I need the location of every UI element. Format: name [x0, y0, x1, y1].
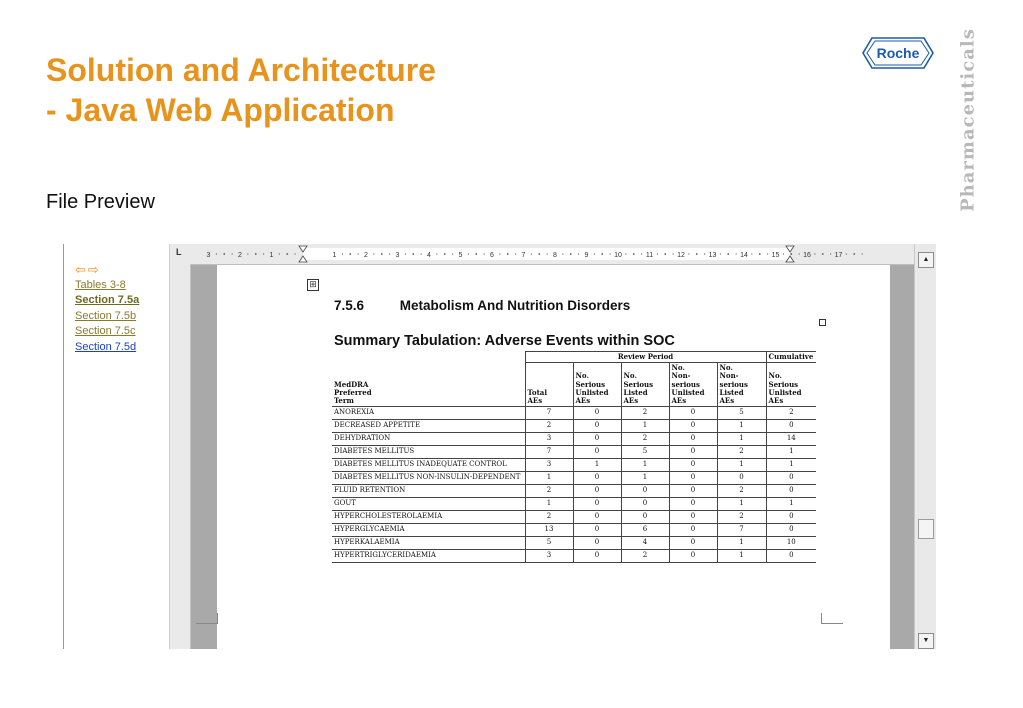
count-cell: 1 — [621, 459, 669, 472]
count-cell: 0 — [669, 420, 717, 433]
ruler-label: 1 — [332, 252, 337, 259]
preferred-term-cell: FLUID RETENTION — [332, 485, 525, 498]
ruler-label: 4 — [427, 252, 431, 259]
count-cell: 5 — [717, 407, 766, 420]
column-header-line: AEs — [575, 396, 591, 406]
count-cell: 0 — [621, 498, 669, 511]
column-header — [525, 363, 573, 407]
count-cell: 2 — [525, 420, 573, 433]
count-cell: 0 — [621, 485, 669, 498]
table-row — [332, 498, 816, 511]
ruler-tick — [846, 253, 847, 254]
count-cell: 1 — [525, 498, 573, 511]
count-cell: 1 — [621, 420, 669, 433]
ruler-tick — [468, 253, 469, 254]
ruler-tick — [720, 253, 721, 254]
count-cell: 1 — [717, 433, 766, 446]
ruler-tick — [499, 253, 500, 254]
count-cell: 2 — [525, 511, 573, 524]
column-header — [621, 363, 669, 407]
count-cell: 0 — [573, 485, 621, 498]
ruler-tick — [475, 253, 477, 255]
count-cell: 0 — [766, 524, 816, 537]
count-cell: 2 — [621, 550, 669, 563]
ruler-tick — [594, 253, 595, 254]
count-cell: 1 — [525, 472, 573, 485]
scroll-down-button[interactable]: ▼ — [918, 633, 934, 649]
count-cell: 0 — [573, 446, 621, 459]
column-header-line: Unlisted — [768, 387, 802, 397]
count-cell: 0 — [669, 407, 717, 420]
ruler-tick — [421, 253, 422, 254]
count-cell: 0 — [573, 537, 621, 550]
ruler-tick — [799, 253, 800, 254]
ruler-tick — [822, 253, 824, 255]
column-header-line: serious — [719, 379, 748, 389]
nav-link-section-7-5d[interactable]: Section 7.5d — [75, 341, 137, 353]
count-cell: 0 — [669, 472, 717, 485]
section-title: Metabolism And Nutrition Disorders — [399, 298, 631, 313]
ruler-label: 11 — [645, 252, 654, 259]
table-row — [332, 446, 816, 459]
count-cell: 0 — [766, 420, 816, 433]
slide-title-line-1: Solution and Architecture — [46, 52, 436, 88]
table-row — [332, 459, 816, 472]
count-cell: 0 — [573, 472, 621, 485]
count-cell: 2 — [525, 485, 573, 498]
ruler-tick — [255, 253, 257, 255]
ruler-label: 2 — [364, 252, 368, 259]
count-cell: 1 — [766, 446, 816, 459]
column-header-line: MedDRA — [334, 379, 369, 389]
ruler-label: 2 — [238, 252, 242, 259]
column-header-line: Non- — [671, 371, 691, 381]
count-cell: 1 — [573, 459, 621, 472]
slide-title-line-2: - Java Web Application — [46, 92, 395, 128]
ruler-tick — [862, 253, 863, 254]
table-row — [332, 433, 816, 446]
count-cell: 6 — [621, 524, 669, 537]
count-cell: 1 — [717, 537, 766, 550]
count-cell: 1 — [717, 459, 766, 472]
preferred-term-cell: DECREASED APPETITE — [332, 420, 525, 433]
ruler-tick — [286, 253, 288, 255]
table-body — [332, 407, 816, 563]
ruler-tick — [247, 253, 248, 254]
count-cell: 0 — [669, 459, 717, 472]
ruler-tick — [223, 253, 225, 255]
count-cell: 1 — [717, 498, 766, 511]
count-cell: 2 — [766, 407, 816, 420]
column-header — [766, 363, 816, 407]
column-header-line: AEs — [768, 396, 784, 406]
scroll-up-button[interactable]: ▲ — [918, 252, 934, 268]
count-cell: 3 — [525, 550, 573, 563]
count-cell: 0 — [573, 524, 621, 537]
section-number: 7.5.6 — [334, 298, 365, 313]
count-cell: 0 — [573, 550, 621, 563]
ruler-tick — [657, 253, 658, 254]
count-cell: 0 — [766, 472, 816, 485]
ruler-tick — [389, 253, 390, 254]
preferred-term-cell: DIABETES MELLITUS NON-INSULIN-DEPENDENT — [332, 472, 525, 485]
column-header-line: Serious — [575, 379, 606, 389]
ruler-tick — [736, 253, 737, 254]
ruler-tick — [783, 253, 784, 254]
ruler-tick — [452, 253, 453, 254]
ruler-tick — [358, 253, 359, 254]
ruler-tick — [507, 253, 509, 255]
table-row — [332, 407, 816, 420]
count-cell: 7 — [525, 446, 573, 459]
ruler-tick — [673, 253, 674, 254]
cumulative-header: Cumulative — [766, 352, 816, 363]
ruler-page-area — [303, 248, 790, 260]
ruler-tick — [412, 253, 414, 255]
ruler-tick — [696, 253, 698, 255]
preferred-term-cell: ANOREXIA — [332, 407, 525, 420]
table-row — [332, 524, 816, 537]
ruler-tick — [515, 253, 516, 254]
horizontal-ruler[interactable] — [190, 244, 914, 265]
nav-link-section-7-5c[interactable]: Section 7.5c — [75, 325, 136, 337]
count-cell: 3 — [525, 433, 573, 446]
ruler-label: 14 — [740, 252, 748, 259]
table-row — [332, 537, 816, 550]
ruler-label: 3 — [395, 252, 400, 259]
nav-link-tables-3-8[interactable]: Tables 3-8 — [75, 279, 126, 291]
ruler-tick — [381, 253, 383, 255]
ruler-tick — [349, 253, 351, 255]
count-cell: 0 — [717, 472, 766, 485]
ruler-tick — [484, 253, 485, 254]
count-cell: 1 — [621, 472, 669, 485]
ruler-tick — [688, 253, 689, 254]
preferred-term-cell: HYPERCHOLESTEROLAEMIA — [332, 511, 525, 524]
count-cell: 0 — [573, 420, 621, 433]
preferred-term-cell: DIABETES MELLITUS INADEQUATE CONTROL — [332, 459, 525, 472]
nav-link-section-7-5b[interactable]: Section 7.5b — [75, 310, 137, 322]
count-cell: 0 — [621, 511, 669, 524]
section-heading — [334, 298, 630, 313]
document-page — [217, 265, 890, 649]
column-header-line: No. — [575, 371, 589, 381]
count-cell: 0 — [669, 550, 717, 563]
count-cell: 0 — [766, 511, 816, 524]
count-cell: 5 — [525, 537, 573, 550]
ruler-tick — [279, 253, 280, 254]
column-header — [573, 363, 621, 407]
ruler-label: 15 — [771, 252, 780, 259]
column-header-line: AEs — [527, 396, 543, 406]
column-header-row — [332, 363, 816, 407]
preferred-term-cell: DIABETES MELLITUS — [332, 446, 525, 459]
paragraph-mark-icon — [819, 319, 826, 326]
column-header-line: Unlisted — [575, 387, 609, 397]
column-header-line: No. — [623, 371, 637, 381]
review-period-header: Review Period — [525, 352, 766, 363]
roche-logo-text: Roche — [876, 45, 920, 61]
table-row — [332, 472, 816, 485]
ruler-label: 17 — [834, 252, 843, 259]
side-brand — [951, 28, 985, 212]
ruler-tick — [263, 253, 264, 254]
preferred-term-cell: GOUT — [332, 498, 525, 511]
ruler-tick — [759, 253, 761, 255]
count-cell: 0 — [669, 537, 717, 550]
ruler-label: 10 — [614, 252, 622, 259]
count-cell: 1 — [766, 459, 816, 472]
ruler-label: 12 — [677, 252, 685, 259]
ruler-label: 6 — [490, 252, 494, 259]
ruler-tick — [704, 253, 705, 254]
ruler-tick — [853, 253, 855, 255]
column-header-line: AEs — [623, 396, 639, 406]
table-row — [332, 420, 816, 433]
count-cell: 0 — [573, 407, 621, 420]
column-header-line: AEs — [671, 396, 687, 406]
ruler-tick — [295, 253, 296, 254]
ruler-tick — [570, 253, 572, 255]
count-cell: 0 — [573, 498, 621, 511]
count-cell: 0 — [669, 498, 717, 511]
ruler-tick — [625, 253, 626, 254]
ruler-tick — [216, 253, 217, 254]
count-cell: 0 — [669, 433, 717, 446]
ruler-tick — [610, 253, 611, 254]
column-header — [669, 363, 717, 407]
count-cell: 13 — [525, 524, 573, 537]
table-row — [332, 511, 816, 524]
roche-logo — [862, 37, 934, 69]
column-header-line: Serious — [768, 379, 799, 389]
column-header — [332, 363, 525, 407]
ruler-tick — [767, 253, 768, 254]
column-header-line: Non- — [719, 371, 739, 381]
ruler-tick — [578, 253, 579, 254]
ruler-label: 1 — [269, 252, 274, 259]
count-cell: 2 — [621, 433, 669, 446]
ruler-tick — [547, 253, 548, 254]
count-cell: 2 — [621, 407, 669, 420]
ruler-tick — [531, 253, 532, 254]
ruler-tick — [562, 253, 563, 254]
count-cell: 0 — [669, 485, 717, 498]
ruler-tick — [405, 253, 406, 254]
ruler-tick — [790, 253, 792, 255]
count-cell: 1 — [717, 420, 766, 433]
ruler-tick — [342, 253, 343, 254]
ruler-tick — [373, 253, 374, 254]
navigation-pane — [64, 244, 170, 649]
ruler-corner[interactable] — [170, 244, 190, 265]
table-row — [332, 550, 816, 563]
ruler-label: 13 — [708, 252, 717, 259]
count-cell: 0 — [669, 511, 717, 524]
column-header-line: Listed — [719, 387, 744, 397]
column-header — [717, 363, 766, 407]
ruler-label: 9 — [584, 252, 589, 259]
count-cell: 4 — [621, 537, 669, 550]
count-cell: 14 — [766, 433, 816, 446]
column-header-line: Preferred — [334, 387, 372, 397]
ruler-tick — [830, 253, 831, 254]
ruler-tick — [814, 253, 815, 254]
table-row — [332, 485, 816, 498]
nav-link-section-7-5a[interactable]: Section 7.5a — [75, 294, 140, 306]
preferred-term-cell: HYPERGLYCAEMIA — [332, 524, 525, 537]
ruler-tick — [664, 253, 666, 255]
crop-mark-left — [196, 613, 218, 624]
ruler-tick — [232, 253, 233, 254]
ruler-tick — [538, 253, 540, 255]
count-cell: 0 — [669, 524, 717, 537]
ruler-tick — [641, 253, 642, 254]
ruler-tick — [436, 253, 437, 254]
side-brand-text: Pharmaceuticals — [957, 28, 979, 212]
preferred-term-cell: HYPERKALAEMIA — [332, 537, 525, 550]
column-header-line: Term — [334, 396, 354, 406]
ruler-label: 8 — [553, 252, 557, 259]
crop-mark-right — [821, 613, 843, 624]
ruler-tick — [444, 253, 446, 255]
nav-arrows-icon[interactable]: ⇦⇨ — [75, 262, 101, 277]
ruler-tick — [727, 253, 729, 255]
ruler-tick — [601, 253, 603, 255]
count-cell: 0 — [573, 511, 621, 524]
column-header-line: No. — [719, 363, 733, 373]
ruler-tick — [751, 253, 752, 254]
tab-stop-selector[interactable]: L — [176, 247, 182, 257]
count-cell: 0 — [573, 433, 621, 446]
ruler-label: 7 — [521, 252, 526, 259]
summary-title: Summary Tabulation: Adverse Events within SOC — [334, 333, 675, 349]
preferred-term-cell: HYPERTRIGLYCERIDAEMIA — [332, 550, 525, 563]
scroll-thumb[interactable] — [918, 519, 934, 539]
count-cell: 0 — [766, 550, 816, 563]
ruler-tick — [633, 253, 635, 255]
ruler-label: 5 — [458, 252, 463, 259]
count-cell: 10 — [766, 537, 816, 550]
column-header-line: Total — [527, 387, 548, 397]
count-cell: 1 — [766, 498, 816, 511]
count-cell: 7 — [717, 524, 766, 537]
column-header-line: Listed — [623, 387, 648, 397]
count-cell: 5 — [621, 446, 669, 459]
column-header-line: No. — [671, 363, 685, 373]
ruler-label: 16 — [803, 252, 811, 259]
count-cell: 1 — [717, 550, 766, 563]
adverse-events-table — [332, 351, 816, 563]
file-preview-screenshot — [63, 244, 936, 649]
column-header-line: No. — [768, 371, 782, 381]
column-header-line: AEs — [719, 396, 735, 406]
count-cell: 0 — [669, 446, 717, 459]
vertical-scrollbar[interactable] — [914, 244, 936, 649]
slide-title — [46, 50, 436, 130]
column-header-line: Serious — [623, 379, 654, 389]
count-cell: 0 — [766, 485, 816, 498]
count-cell: 3 — [525, 459, 573, 472]
ruler-label: 3 — [206, 252, 211, 259]
table-move-handle-icon[interactable]: ⊞ — [307, 279, 319, 291]
count-cell: 2 — [717, 511, 766, 524]
section-subtitle: File Preview — [46, 191, 155, 213]
preferred-term-cell: DEHYDRATION — [332, 433, 525, 446]
word-document-viewer — [170, 244, 936, 649]
vertical-ruler — [170, 264, 191, 649]
column-header-line: serious — [671, 379, 700, 389]
count-cell: 2 — [717, 485, 766, 498]
group-header-row — [332, 352, 816, 363]
count-cell: 2 — [717, 446, 766, 459]
count-cell: 7 — [525, 407, 573, 420]
column-header-line: Unlisted — [671, 387, 705, 397]
